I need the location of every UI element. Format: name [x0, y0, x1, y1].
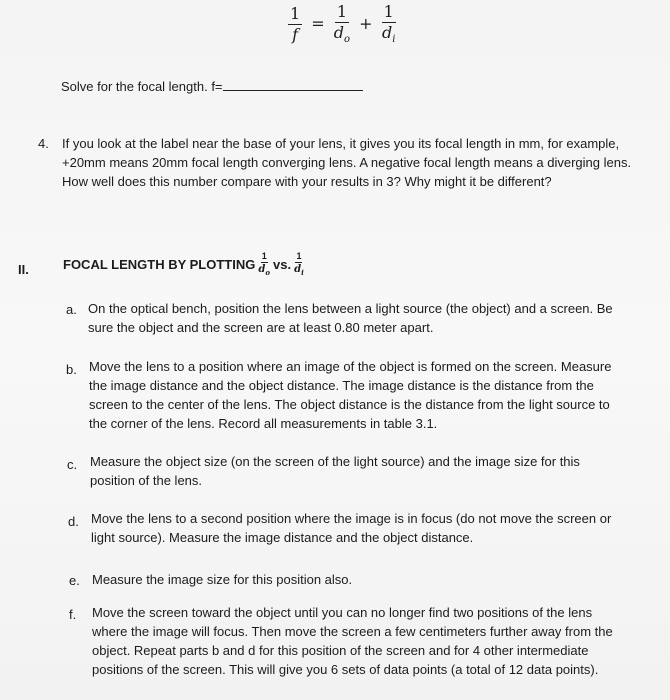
- item-e-text: Measure the image size for this position also.: [92, 572, 353, 587]
- item-d-text: Move the lens to a second position where the image is in focus (do not move the screen or light source). Measure the image distance and the object distance.: [91, 511, 612, 545]
- title-frac-object: $\frac{1}{d_o}$: [258, 251, 271, 277]
- equation-equals: =: [311, 14, 325, 34]
- item-f-letter: f.: [69, 607, 77, 622]
- item-c-letter: c.: [67, 457, 78, 472]
- question-4-text: If you look at the label near the base of your lens, it gives you its focal length in mm, for example, +20mm means 20mm focal length converging lens. A negative focal length means a diverging lens. How well does this number compare with your results in 3? Why might it be different?: [62, 136, 632, 189]
- item-a-letter: a.: [66, 302, 77, 317]
- title-frac-image: $\frac{1}{d_i}$: [294, 251, 304, 277]
- item-b-letter: b.: [66, 362, 77, 377]
- question-4-number: 4.: [38, 136, 49, 151]
- item-b-text: Move the lens to a position where an image of the object is formed on the screen. Measure the image distance and the object distance. The image distance is the distance from the screen to the center of the lens. The object distance is the distance from the light source to the corner of the lens. Record all measurements in table 3.1.: [89, 359, 612, 431]
- equation-plus: +: [359, 14, 373, 34]
- section-title: FOCAL LENGTH BY PLOTTING $\frac{1}{d_o}$ vs. $\frac{1}{d_i}$: [63, 251, 304, 277]
- equation-term-image: $\frac{1}{d_i}$: [382, 2, 396, 46]
- item-d-letter: d.: [68, 514, 79, 529]
- item-c-text: Measure the object size (on the screen of the light source) and the image size for this position of the lens.: [90, 454, 580, 488]
- equation-lhs: $\frac{1}{f}$: [290, 4, 301, 45]
- item-f-text: Move the screen toward the object until you can no longer find two positions of the lens where the image will focus. Then move the screen a few centimeters further away from the object. Repeat parts b and d for this position of the screen and for 4 other intermediate positions of the screen. This will give you 6 sets of data points (a total of 12 data points).: [92, 605, 613, 677]
- section-numeral: II.: [18, 262, 29, 277]
- solve-prompt: Solve for the focal length. f=: [61, 79, 363, 94]
- equation-term-object: $\frac{1}{d_o}$: [333, 2, 351, 46]
- item-e-letter: e.: [69, 573, 80, 588]
- item-a-text: On the optical bench, position the lens between a light source (the object) and a screen. Be sure the object and the screen are at least 0.80 meter apart.: [88, 301, 613, 335]
- focal-length-answer-blank[interactable]: [223, 79, 363, 91]
- lens-equation: [288, 4, 396, 45]
